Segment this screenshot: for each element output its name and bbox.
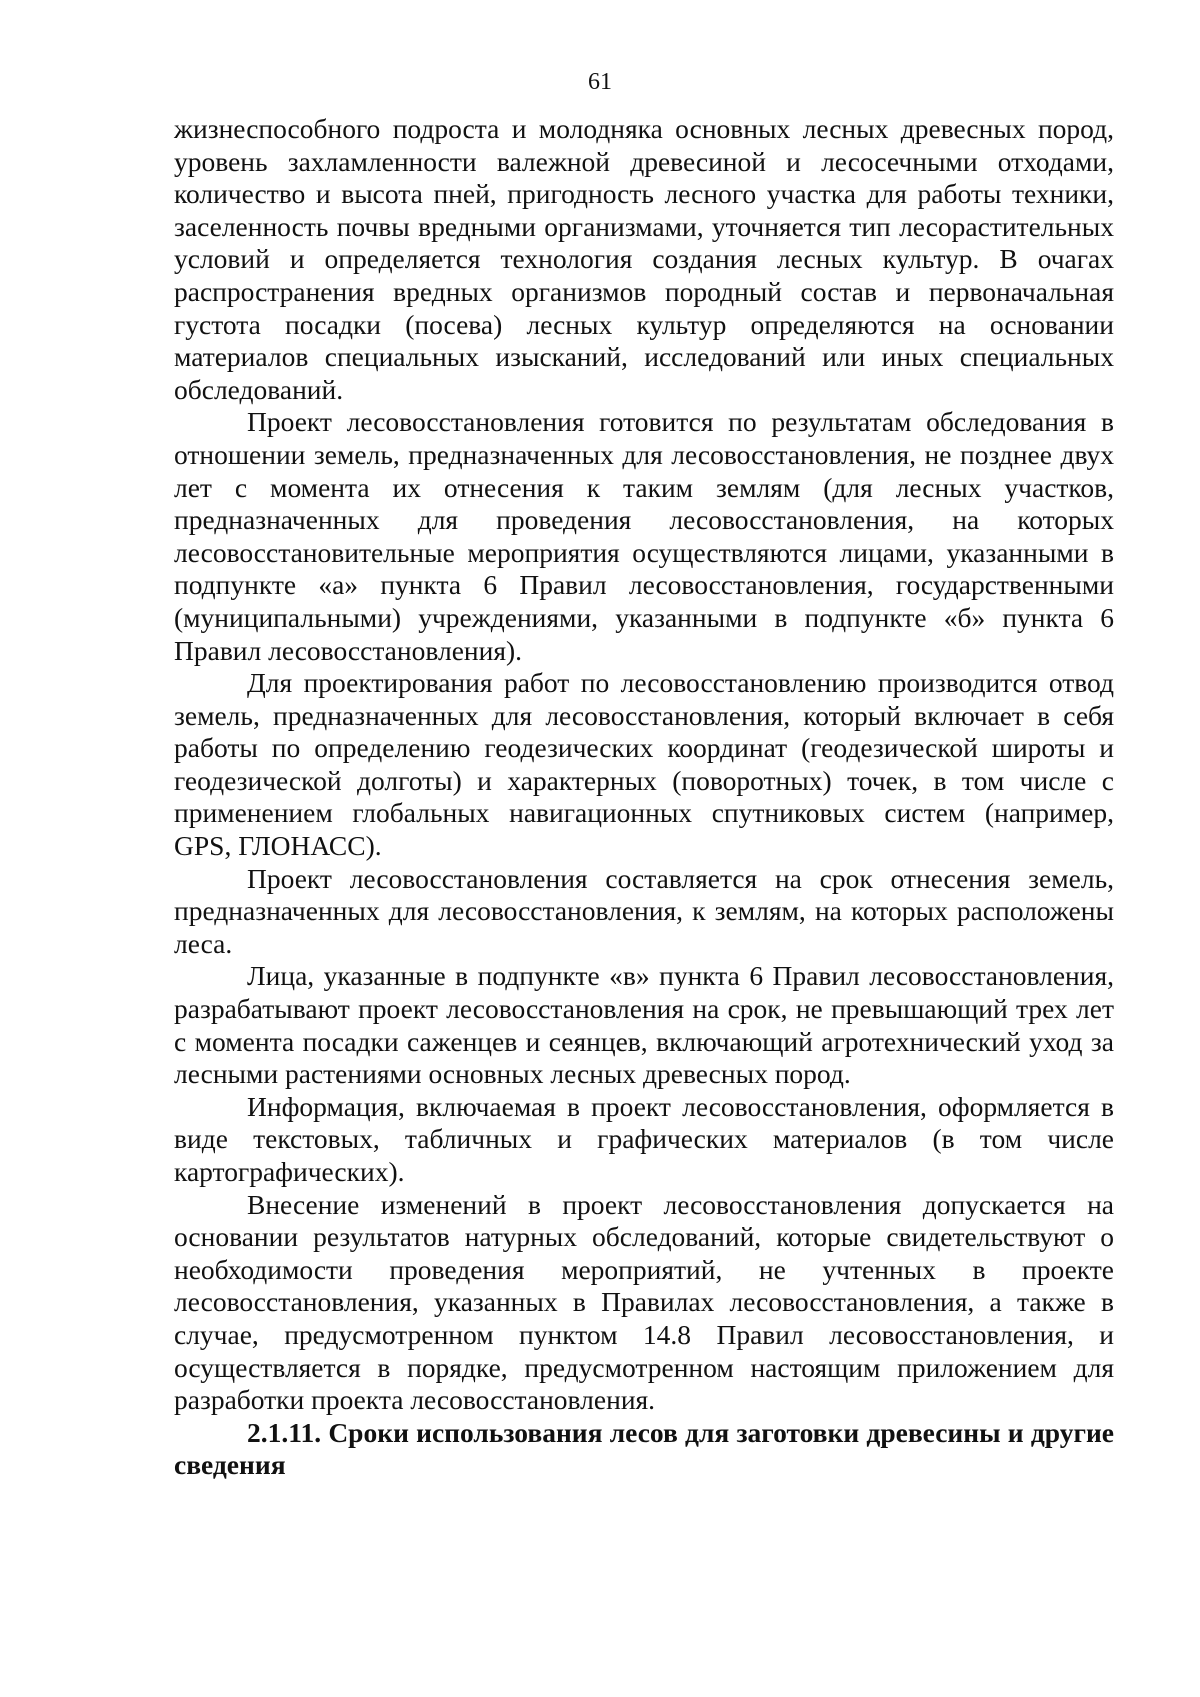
page-number: 61 (588, 69, 612, 95)
document-body (174, 113, 1114, 1482)
paragraph-4: Проект лесовосстановления составляется на срок отнесения земель, предназначенных для лесовосстановления, к землям, на которых расположены леса. (174, 862, 1114, 959)
paragraph-3: Для проектирования работ по лесовосстановлению производится отвод земель, предназначенных для лесовосстановления, который включает в себя работы по определению геодезических координат (геодезической широты и геодезической долготы) и характерных (поворотных) точек, в том числе с применением глобальных навигационных спутниковых систем (например, GPS, ГЛОНАСС). (174, 667, 1114, 862)
paragraph-1: жизнеспособного подроста и молодняка основных лесных древесных пород, уровень захламленности валежной древесиной и лесосечными отходами, количество и высота пней, пригодность лесного участка для работы техники, заселенность почвы вредными организмами, уточняется тип лесорастительных условий и определяется технология создания лесных культур. В очагах распространения вредных организмов породный состав и первоначальная густота посадки (посева) лесных культур определяются на основании материалов специальных изысканий, исследований или иных специальных обследований. (174, 113, 1114, 405)
section-heading: 2.1.11. Сроки использования лесов для заготовки древесины и другие сведения (174, 1416, 1114, 1481)
paragraph-5: Лица, указанные в подпункте «в» пункта 6 Правил лесовосстановления, разрабатывают проект лесовосстановления на срок, не превышающий трех лет с момента посадки саженцев и сеянцев, включающий агротехнический уход за лесными растениями основных лесных древесных пород. (174, 960, 1114, 1090)
paragraph-7: Внесение изменений в проект лесовосстановления допускается на основании результатов натурных обследований, которые свидетельствуют о необходимости проведения мероприятий, не учтенных в проекте лесовосстановления, указанных в Правилах лесовосстановления, а также в случае, предусмотренном пунктом 14.8 Правил лесовосстановления, и осуществляется в порядке, предусмотренном настоящим приложением для разработки проекта лесовосстановления. (174, 1188, 1114, 1416)
paragraph-2: Проект лесовосстановления готовится по результатам обследования в отношении земель, предназначенных для лесовосстановления, не позднее двух лет с момента их отнесения к таким землям (для лесных участков, предназначенных для проведения лесовосстановления, на которых лесовосстановительные мероприятия осуществляются лицами, указанными в подпункте «а» пункта 6 Правил лесовосстановления, государственными (муниципальными) учреждениями, указанными в подпункте «б» пункта 6 Правил лесовосстановления). (174, 406, 1114, 666)
paragraph-6: Информация, включаемая в проект лесовосстановления, оформляется в виде текстовых, табличных и графических материалов (в том числе картографических). (174, 1090, 1114, 1187)
